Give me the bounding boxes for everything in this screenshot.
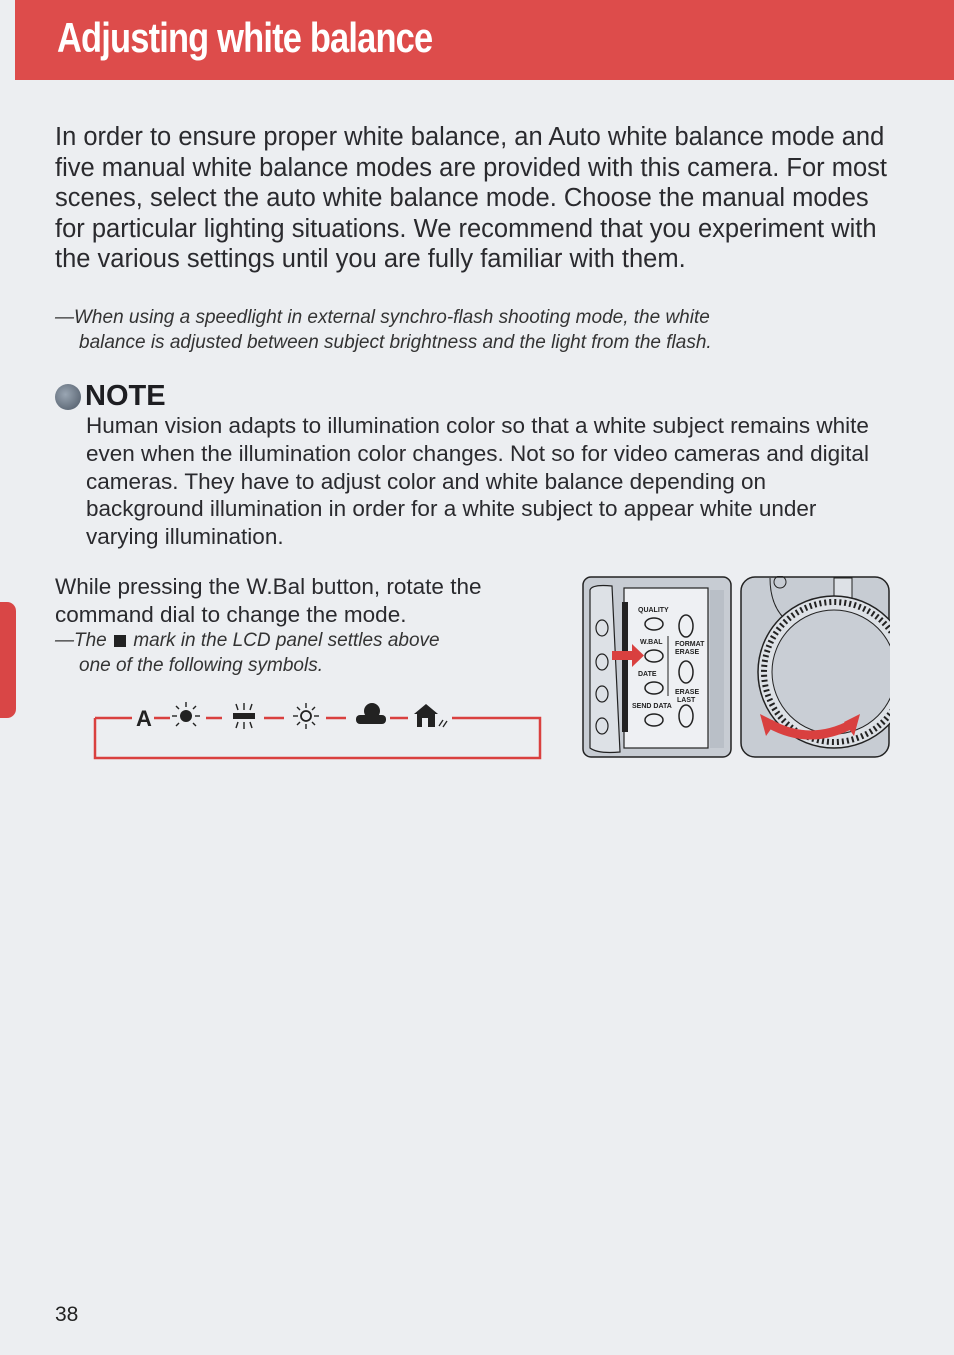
note-body: Human vision adapts to illumination color so that a white subject remains white even when the illumination color changes. Not so for video cameras and digital cameras. They have to adjust color and white balance depending on background illumination in order for a white subject to appear white under varying illumination. [86,413,869,550]
intro-paragraph: In order to ensure proper white balance, an Auto white balance mode and five manual white balance modes are provided with this camera. For most scenes, select the auto white balance mode. Choose the manual modes for particular lighting situations. We recommend that you experiment with the various settings until you are fully familiar with them. [55,123,887,273]
last-label: LAST [677,697,696,704]
erase-label-2: ERASE [675,689,700,696]
white-balance-mode-cycle [90,700,545,764]
sunlight-icon [293,703,319,729]
page-title: Adjusting white balance [57,14,433,61]
intro-note-line1: —When using a speedlight in external synchro-flash shooting mode, the white [55,307,710,328]
quality-label: QUALITY [638,607,669,614]
instruction-note [55,628,570,678]
page-number: 38 [55,1303,79,1326]
note-heading-text: NOTE [85,380,166,412]
send-data-label: SEND DATA [632,703,672,710]
instruction-text: While pressing the W.Bal button, rotate the command dial to change the mode. [55,574,482,627]
instruction-note-line2: one of the following symbols. [79,655,323,676]
auto-mode-label: A [136,706,152,731]
incandescent-icon [172,702,200,726]
section-tab [0,602,16,718]
shade-icon [414,704,447,727]
format-label: FORMAT [675,641,705,648]
header-banner [15,0,954,80]
note-heading [55,380,166,413]
lcd-mark-icon [114,635,126,647]
wbal-label: W.BAL [640,639,663,646]
date-label: DATE [638,671,657,678]
instruction-note-suffix: mark in the LCD panel settles above [133,630,440,651]
command-dial-illustration [740,576,890,758]
camera-back-buttons-illustration [582,576,732,758]
bullet-icon [55,384,81,410]
intro-note [55,305,895,355]
fluorescent-icon [233,703,255,729]
intro-note-line2: balance is adjusted between subject brightness and the light from the flash. [79,332,712,353]
erase-label: ERASE [675,649,700,656]
instruction-note-prefix: —The [55,630,107,651]
cloudy-icon [356,703,386,724]
